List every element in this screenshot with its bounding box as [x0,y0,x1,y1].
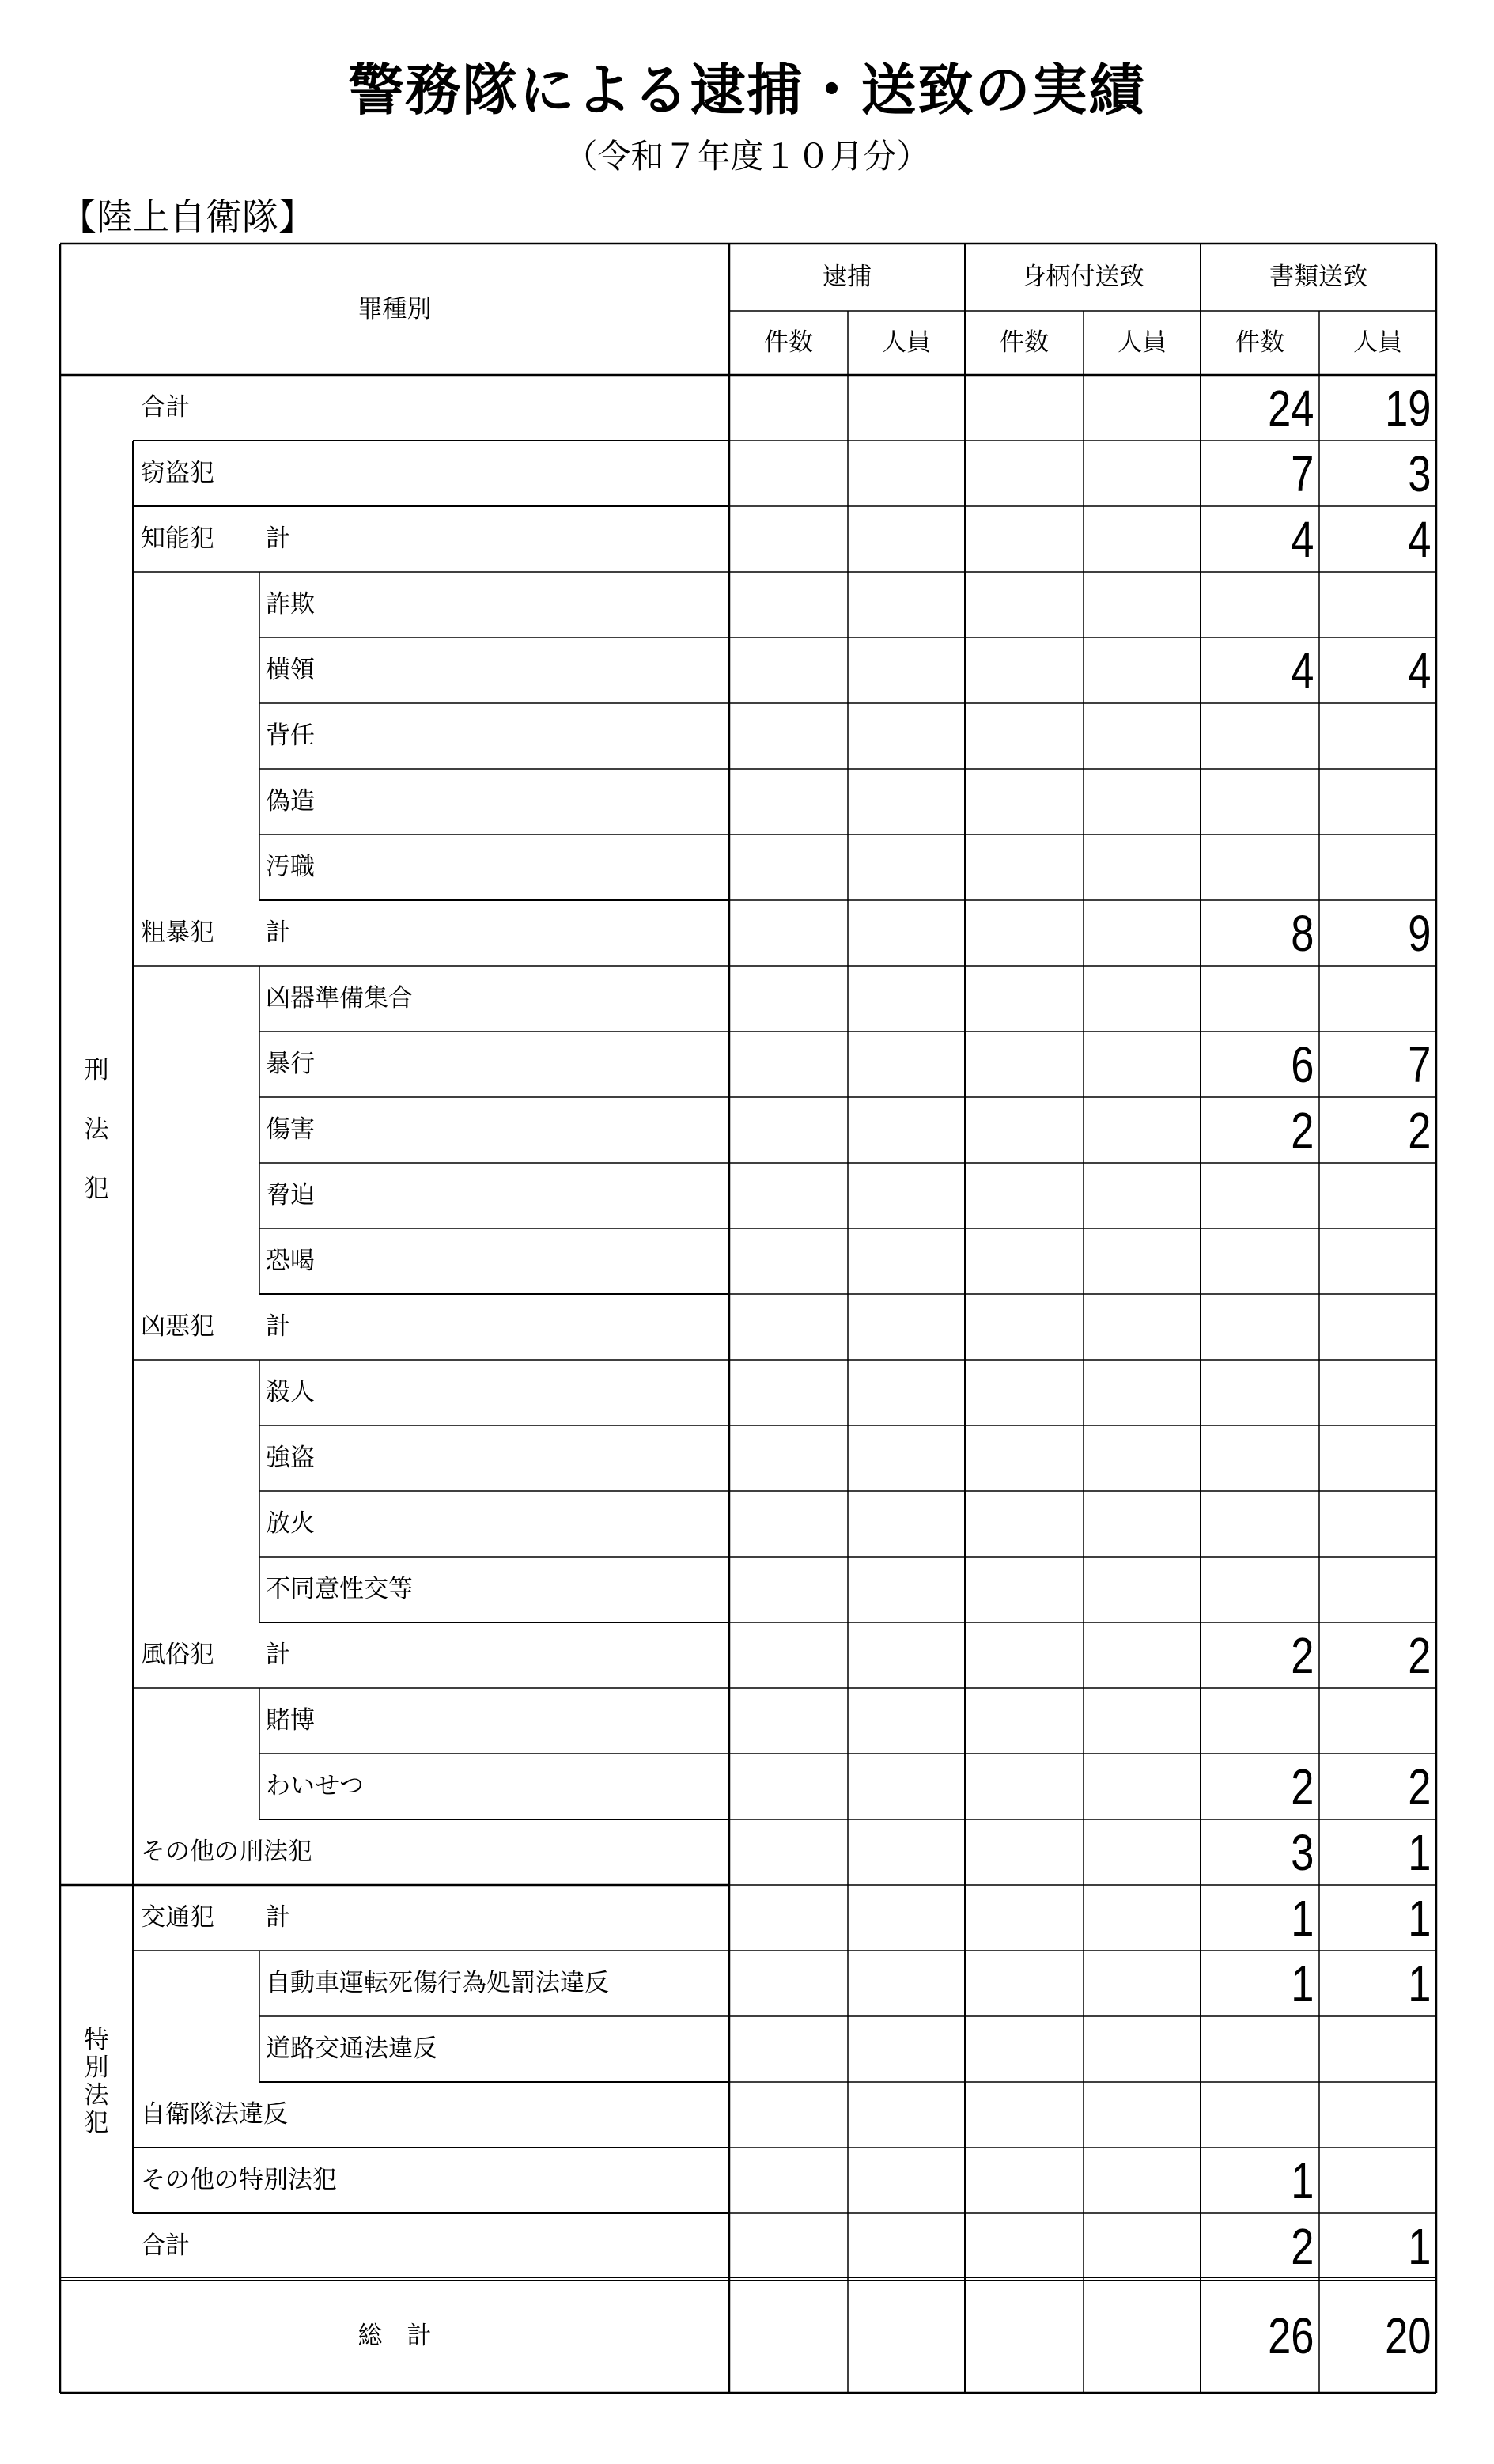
value-cell: 3 [1408,445,1432,502]
side-label-keiho-char: 法 [84,1115,109,1144]
row-sublabel: 凶器準備集合 [266,984,413,1012]
row-label: 自衛隊法違反 [141,2100,288,2129]
value-cell: 1 [1408,1823,1432,1881]
row-label: 知能犯 [141,524,214,553]
page-subtitle: （令和７年度１０月分） [564,137,930,176]
row-sublabel: 自動車運転死傷行為処罰法違反 [266,1969,609,1997]
value-cell: 2 [1291,2217,1314,2275]
value-cell: 1 [1408,1955,1432,2012]
row-sublabel: 脅迫 [266,1181,315,1209]
row-label: 交通犯 [141,1903,214,1932]
value-cell: 4 [1291,510,1314,568]
row-label: 凶悪犯 [141,1312,214,1341]
value-cell: 2 [1291,1758,1314,1815]
row-label: その他の特別法犯 [141,2166,337,2194]
value-cell: 6 [1291,1035,1314,1093]
header-category: 罪種別 [357,294,432,324]
total-value-cell: 20 [1385,2307,1432,2364]
row-sublabel: 計 [266,1903,290,1932]
row-sublabel: 計 [266,524,290,553]
value-cell: 2 [1408,1101,1432,1159]
row-sublabel: 汚職 [266,853,315,881]
side-label-keiho-char: 刑 [84,1056,109,1084]
row-sublabel: 道路交通法違反 [266,2034,437,2063]
total-value-cell: 26 [1268,2307,1314,2364]
row-sublabel: 恐喝 [266,1247,315,1275]
value-cell: 24 [1268,379,1314,437]
header-group-2: 書類送致 [1269,263,1367,291]
row-sublabel: 賭博 [266,1706,315,1735]
value-cell: 1 [1291,1889,1314,1947]
row-sublabel: わいせつ [266,1772,364,1800]
side-label-keiho [60,375,133,1885]
row-label: 合計 [141,2231,190,2260]
row-sublabel: 暴行 [266,1050,315,1078]
value-cell: 1 [1408,2217,1432,2275]
row-label: その他の刑法犯 [141,1838,312,1866]
side-label-tokubetsu-char: 犯 [84,2109,109,2137]
row-label: 風俗犯 [141,1641,214,1669]
row-sublabel: 計 [266,1312,290,1341]
header-sub-4: 件数 [1235,328,1284,357]
value-cell: 19 [1385,379,1432,437]
row-sublabel: 不同意性交等 [266,1575,413,1603]
side-label-keiho-char: 犯 [84,1175,109,1203]
value-cell: 2 [1408,1758,1432,1815]
value-cell: 1 [1291,1955,1314,2012]
row-sublabel: 背任 [266,721,315,750]
value-cell: 8 [1291,904,1314,962]
page-title: 警務隊による逮捕・送致の実績 [348,58,1146,123]
row-sublabel: 計 [266,918,290,947]
header-sub-0: 件数 [764,328,813,357]
value-cell: 1 [1408,1889,1432,1947]
row-sublabel: 殺人 [266,1378,315,1406]
row-sublabel: 強盗 [266,1444,315,1472]
value-cell: 3 [1291,1823,1314,1881]
row-sublabel: 傷害 [266,1115,315,1144]
value-cell: 7 [1291,445,1314,502]
header-sub-5: 人員 [1353,328,1402,357]
value-cell: 4 [1408,510,1432,568]
row-sublabel: 計 [266,1641,290,1669]
header-sub-1: 人員 [882,328,931,357]
side-label-tokubetsu [60,1885,133,2279]
row-sublabel: 放火 [266,1509,315,1538]
value-cell: 7 [1408,1035,1432,1093]
value-cell: 9 [1408,904,1432,962]
row-label: 合計 [141,393,190,422]
header-sub-2: 件数 [1000,328,1049,357]
row-label: 粗暴犯 [141,918,214,947]
total-label: 総 計 [357,2321,432,2350]
row-sublabel: 詐欺 [266,590,315,619]
value-cell: 2 [1291,1101,1314,1159]
row-label: 窃盗犯 [141,459,214,487]
value-cell: 4 [1408,642,1432,699]
header-group-1: 身柄付送致 [1021,263,1144,291]
section-label: 【陸上自衛隊】 [60,195,315,238]
header-sub-3: 人員 [1118,328,1167,357]
side-label-tokubetsu-char: 別 [84,2053,109,2082]
value-cell: 1 [1291,2152,1314,2209]
header-group-0: 逮捕 [823,263,872,291]
side-label-tokubetsu-char: 法 [84,2081,109,2110]
value-cell: 2 [1408,1626,1432,1684]
side-label-tokubetsu-char: 特 [84,2026,109,2054]
value-cell: 4 [1291,642,1314,699]
row-sublabel: 偽造 [266,787,315,816]
value-cell: 2 [1291,1626,1314,1684]
row-sublabel: 横領 [266,656,315,684]
